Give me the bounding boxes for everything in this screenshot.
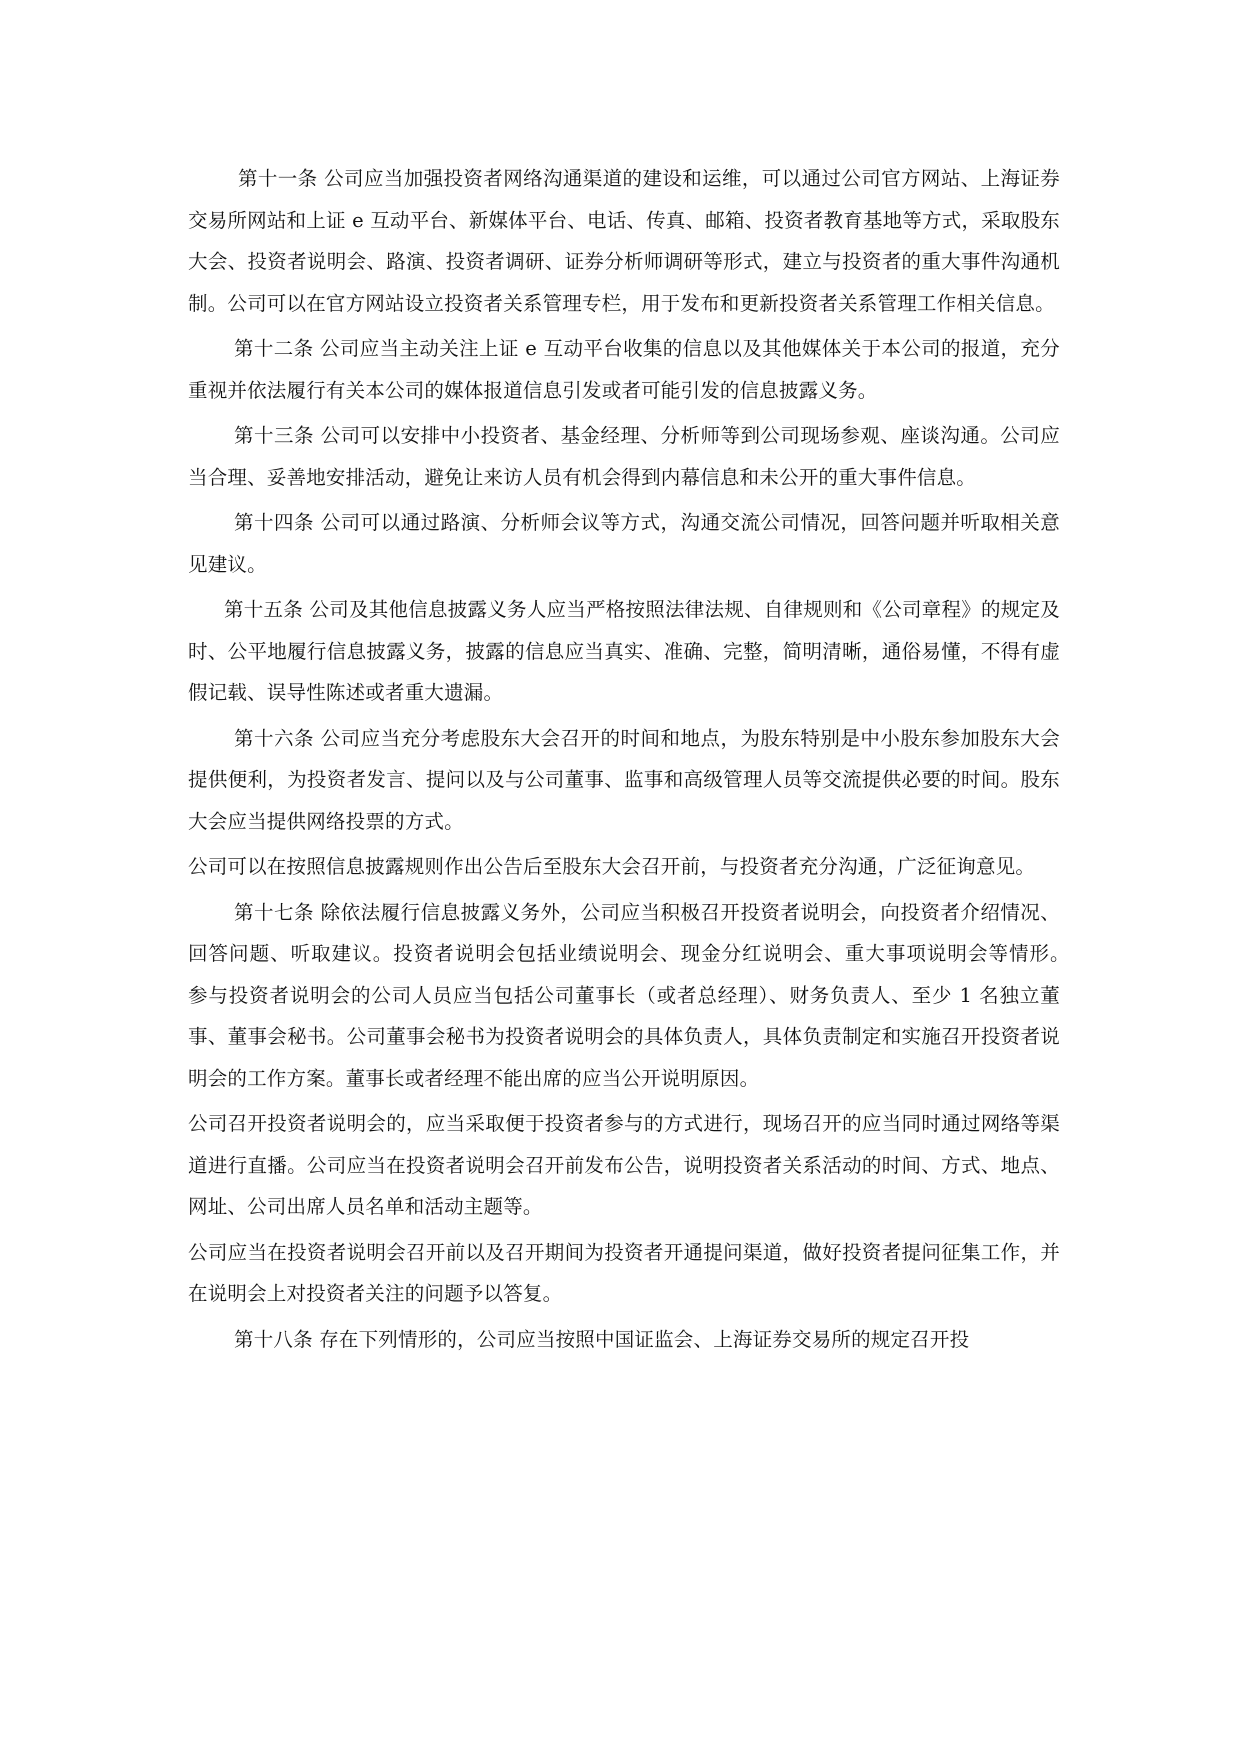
article-16-paragraph: 第十六条 公司应当充分考虑股东大会召开的时间和地点，为股东特别是中小股东参加股东大会提供便利，为投资者发言、提问以及与公司董事、监事和高级管理人员等交流提供必要的时间。股东大会应当提供网络投票的方式。 [188,726,1060,833]
article-15-paragraph: 第十五条 公司及其他信息披露义务人应当严格按照法律法规、自律规则和《公司章程》的规定及时、公平地履行信息披露义务，披露的信息应当真实、准确、完整，简明清晰，通俗易懂，不得有虚假记载、误导性陈述或者重大遗漏。 [188,598,1060,704]
article-17-paragraph: 第十七条 除依法履行信息披露义务外，公司应当积极召开投资者说明会，向投资者介绍情况、回答问题、听取建议。投资者说明会包括业绩说明会、现金分红说明会、重大事项说明会等情形。 参与投资者说明会的公司人员应当包括公司董事长（或者总经理）、财务负责人、至少 1 名独立董事、董事会秘书。公司董事会秘书为投资者说明会的具体负责人，具体负责制定和实施召开投资者说明会的工作方案。董事长或者经理不能出席的应当公开说明原因。 [188,900,1080,1090]
article-12-paragraph: 第十二条 公司应当主动关注上证 e 互动平台收集的信息以及其他媒体关于本公司的报道，充分重视并依法履行有关本公司的媒体报道信息引发或者可能引发的信息披露义务。 [188,337,1060,402]
article-17-continuation-1: 公司召开投资者说明会的，应当采取便于投资者参与的方式进行，现场召开的应当同时通过网络等渠道进行直播。公司应当在投资者说明会召开前发布公告，说明投资者关系活动的时间、方式、地点、网址、公司出席人员名单和活动主题等。 [188,1112,1060,1218]
article-13-paragraph: 第十三条 公司可以安排中小投资者、基金经理、分析师等到公司现场参观、座谈沟通。公司应当合理、妥善地安排活动，避免让来访人员有机会得到内幕信息和未公开的重大事件信息。 [188,424,1060,489]
article-18-paragraph: 第十八条 存在下列情形的，公司应当按照中国证监会、上海证券交易所的规定召开投 [234,1327,970,1351]
article-16-continuation: 公司可以在按照信息披露规则作出公告后至股东大会召开前，与投资者充分沟通，广泛征询意见。 [188,855,1036,878]
article-11-paragraph: 第十一条 公司应当加强投资者网络沟通渠道的建设和运维，可以通过公司官方网站、上海证券交易所网站和上证 e 互动平台、新媒体平台、电话、传真、邮箱、投资者教育基地等方式，采取股东大会、投资者说明会、路演、投资者调研、证券分析师调研等形式，建立与投资者的重大事件沟通机制。公司可以在官方网站设立投资者关系管理专栏，用于发布和更新投资者关系管理工作相关信息。 [188,167,1060,315]
article-17-continuation-2: 公司应当在投资者说明会召开前以及召开期间为投资者开通提问渠道，做好投资者提问征集工作，并在说明会上对投资者关注的问题予以答复。 [188,1240,1060,1305]
article-14-paragraph: 第十四条 公司可以通过路演、分析师会议等方式，沟通交流公司情况，回答问题并听取相关意见建议。 [188,511,1060,576]
document-body [188,158,1080,1364]
